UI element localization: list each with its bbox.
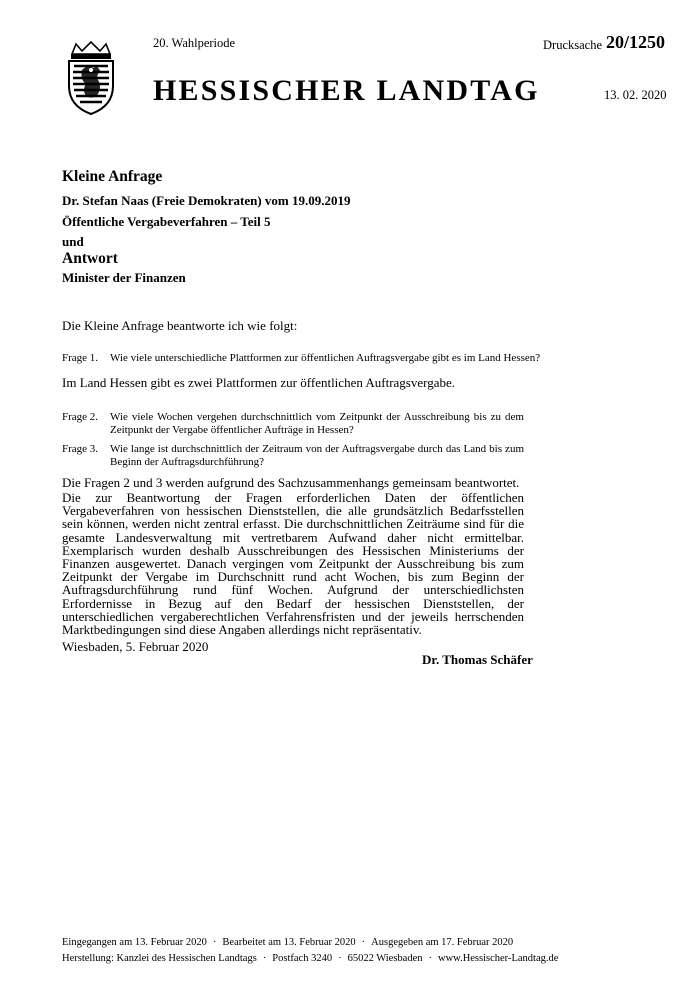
footer-separator: · <box>428 953 432 964</box>
heading-subject: Öffentliche Vergabeverfahren – Teil 5 <box>62 214 271 229</box>
footer-separator: · <box>361 937 366 948</box>
heading-minister: Minister der Finanzen <box>62 270 186 285</box>
place-date: Wiesbaden, 5. Februar 2020 <box>62 639 209 654</box>
footer-separator: · <box>262 953 267 964</box>
hessen-coat-of-arms-icon <box>62 40 120 116</box>
footer-ausgegeben: Ausgegeben am 17. Februar 2020 <box>371 937 514 948</box>
parliament-title: HESSISCHER LANDTAG <box>153 74 540 107</box>
question-label: Frage 2. <box>62 411 99 423</box>
heading-kleine-anfrage: Kleine Anfrage <box>62 168 163 185</box>
footer-separator: · <box>338 953 342 964</box>
document-date: 13. 02. 2020 <box>604 88 667 102</box>
wahlperiode: 20. Wahlperiode <box>153 36 236 50</box>
answer-body: Die zur Beantwortung der Fragen erforderlichen Daten der öffentlichen Vergabeverfahren von hessischen Dienststellen, die alle grundsätzlich Bedarfsstellen sein können, werden nicht zentral erfasst. Die durchschnittlichen Zeiträume sind für die gesamte Landesverwaltung mit vertretbarem Aufwand daher nicht ermittelbar. Exemplarisch wurden deshalb Ausschreibungen des Hessischen Ministeriums der Finanzen ausgewertet. Danach vergingen vom Zeitpunkt der Ausschreibung bis zum Zeitpunkt der Vergabe im Durchschnitt rund acht Wochen, bis zum Beginn der Auftragsdurchführung rund fünf Wochen. Aufgrund der unterschiedlichsten Erfordernisse in Bezug auf den Bedarf der hessischen Dienststellen, der unterschiedlichen vergaberechtlichen Verfahrensfristen und der jeweils herrschenden Marktbedingungen sind diese Angaben allerdings nicht repräsentativ. <box>62 490 524 638</box>
question-label: Frage 1. <box>62 352 99 364</box>
footer-website-link[interactable]: www.Hessischer-Landtag.de <box>438 953 559 964</box>
footer-separator: · <box>212 937 217 948</box>
heading-und: und <box>62 234 84 249</box>
footer-postfach: Postfach 3240 <box>272 953 333 964</box>
heading-antwort: Antwort <box>62 250 118 267</box>
footer-bearbeitet: Bearbeitet am 13. Februar 2020 <box>222 937 356 948</box>
question-label: Frage 3. <box>62 443 99 455</box>
footer-plz-ort: 65022 Wiesbaden <box>347 953 423 964</box>
signatory: Dr. Thomas Schäfer <box>422 652 533 667</box>
question-text: Wie viele unterschiedliche Plattformen zur öffentlichen Auftragsvergabe gibt es im Land Hessen? <box>110 352 541 364</box>
footer-dates <box>62 937 513 948</box>
drucksache-label: Drucksache <box>543 38 602 52</box>
intro-text: Die Kleine Anfrage beantworte ich wie folgt: <box>62 318 298 333</box>
question-text: Wie viele Wochen vergehen durchschnittlich vom Zeitpunkt der Ausschreibung bis zu dem Zeitpunkt der Vergabe öffentlicher Aufträge in Hessen? <box>110 411 524 436</box>
footer-imprint <box>62 953 558 964</box>
question-text: Wie lange ist durchschnittlich der Zeitraum von der Auftragsvergabe durch das Land bis zum Beginn der Auftragsdurchführung? <box>110 443 524 468</box>
answer-text: Im Land Hessen gibt es zwei Plattformen zur öffentlichen Auftragsvergabe. <box>62 375 456 390</box>
footer-eingegangen: Eingegangen am 13. Februar 2020 <box>62 937 207 948</box>
footer-herstellung: Herstellung: Kanzlei des Hessischen Landtags <box>62 953 257 964</box>
heading-author: Dr. Stefan Naas (Freie Demokraten) vom 19.09.2019 <box>62 193 351 208</box>
answer-intro: Die Fragen 2 und 3 werden aufgrund des Sachzusammenhangs gemeinsam beantwortet. <box>62 475 520 490</box>
drucksache-number: 20/1250 <box>606 32 666 52</box>
